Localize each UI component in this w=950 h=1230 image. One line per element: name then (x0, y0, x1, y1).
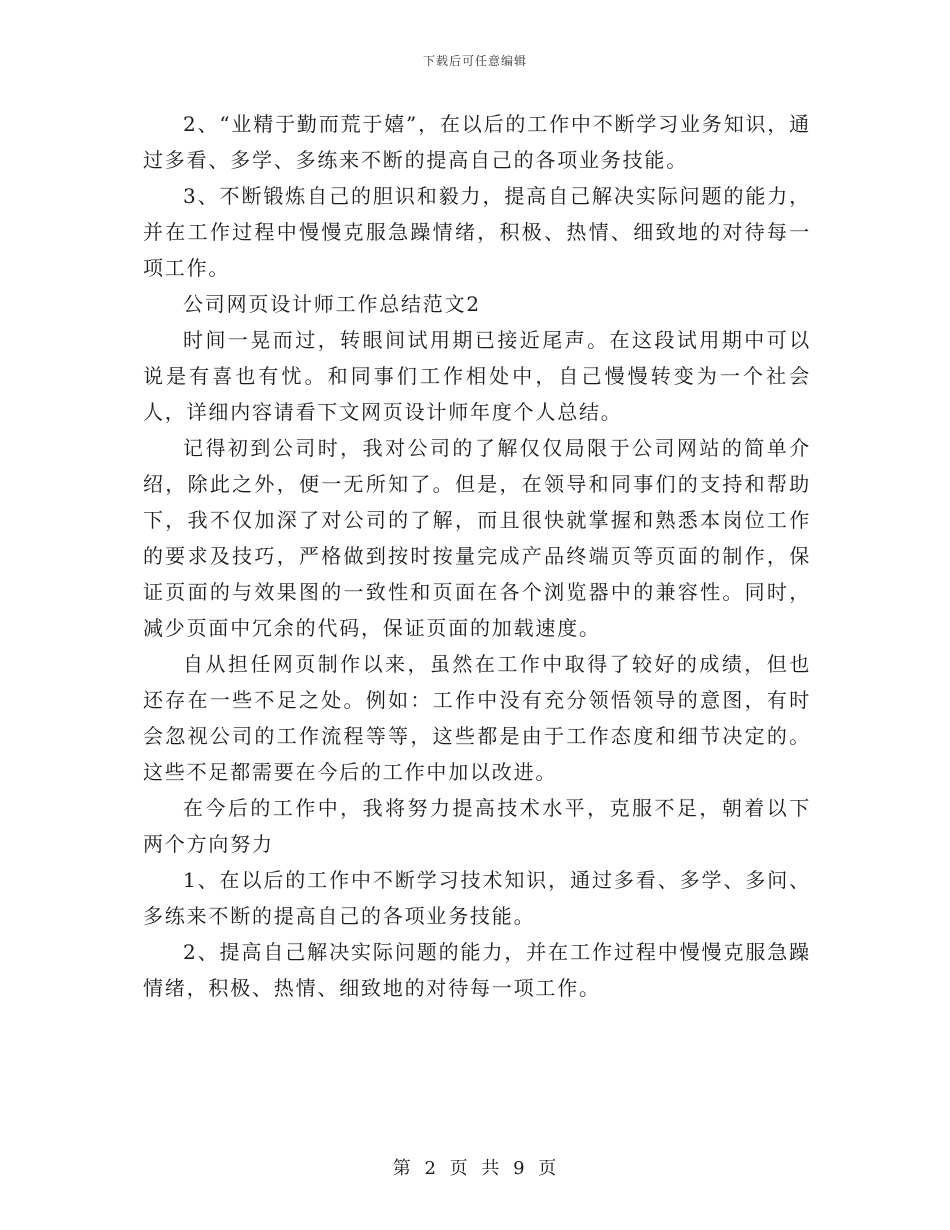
document-body (143, 106, 811, 1006)
paragraph-shortcomings: 自从担任网页制作以来，虽然在工作中取得了较好的成绩，但也还存在一些不足之处。例如：工作中没有充分领悟领导的意图，有时会忽视公司的工作流程等等，这些都是由于工作态度和细节决定的。这些不足都需要在今后的工作中加以改进。 (143, 652, 811, 784)
paragraph-intro: 时间一晃而过，转眼间试用期已接近尾声。在这段试用期中可以说是有喜也有忧。和同事们工作相处中，自己慢慢转变为一个社会人，详细内容请看下文网页设计师年度个人总结。 (143, 328, 811, 424)
page-header: 下载后可任意编辑 (422, 54, 527, 68)
paragraph-plan-item-1: 1、在以后的工作中不断学习技术知识，通过多看、多学、多问、多练来不断的提高自己的各项业务技能。 (143, 868, 811, 928)
paragraph-plan-item-2: 2、提高自己解决实际问题的能力，并在工作过程中慢慢克服急躁情绪，积极、热情、细致地的对待每一项工作。 (143, 940, 811, 1000)
paragraph-experience: 记得初到公司时，我对公司的了解仅仅局限于公司网站的简单介绍，除此之外，便一无所知了。但是，在领导和同事们的支持和帮助下，我不仅加深了对公司的了解，而且很快就掌握和熟悉本岗位工作的要求及技巧，严格做到按时按量完成产品终端页等页面的制作，保证页面的与效果图的一致性和页面在各个浏览器中的兼容性。同时，减少页面中冗余的代码，保证页面的加载速度。 (143, 436, 811, 640)
paragraph-item-2: 2、“业精于勤而荒于嬉”，在以后的工作中不断学习业务知识，通过多看、多学、多练来不断的提高自己的各项业务技能。 (143, 112, 811, 172)
section-heading: 公司网页设计师工作总结范文2 (183, 292, 481, 316)
page-number: 第 2 页 共 9 页 (392, 1158, 558, 1179)
paragraph-plan: 在今后的工作中，我将努力提高技术水平，克服不足，朝着以下两个方向努力 (143, 796, 811, 856)
paragraph-item-3: 3、不断锻炼自己的胆识和毅力，提高自己解决实际问题的能力，并在工作过程中慢慢克服急躁情绪，积极、热情、细致地的对待每一项工作。 (143, 184, 811, 280)
